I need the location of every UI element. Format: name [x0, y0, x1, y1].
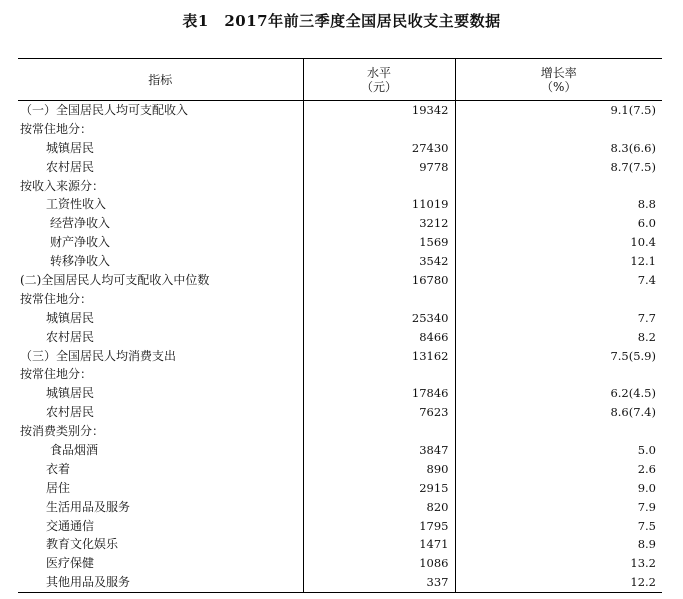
- table-body: [18, 101, 662, 592]
- row-label: 居住: [46, 480, 71, 495]
- row-label: 按常住地分：: [20, 291, 93, 306]
- row-label: 按消费类别分：: [20, 424, 105, 439]
- row-label: 城镇居民: [46, 310, 95, 325]
- table-row: [18, 157, 662, 176]
- row-growth-value: 7.5: [455, 516, 662, 535]
- row-growth-value: [455, 422, 662, 441]
- row-growth-value: 5.0: [455, 441, 662, 460]
- row-label: 食品烟酒: [50, 442, 99, 457]
- row-level-value: 16780: [303, 271, 455, 290]
- row-level-value: 1795: [303, 516, 455, 535]
- row-level-value: 3212: [303, 214, 455, 233]
- row-level-value: [303, 365, 455, 384]
- data-table: [18, 58, 662, 592]
- table-row: [18, 441, 662, 460]
- row-level-value: 820: [303, 497, 455, 516]
- table-row: [18, 233, 662, 252]
- row-growth-value: 7.7: [455, 308, 662, 327]
- table-row: [18, 308, 662, 327]
- row-growth-value: 8.6(7.4): [455, 403, 662, 422]
- row-level-value: 2915: [303, 478, 455, 497]
- table-row: [18, 101, 662, 120]
- row-level-value: 9778: [303, 157, 455, 176]
- row-level-value: 1471: [303, 535, 455, 554]
- row-label: 农村居民: [46, 159, 95, 174]
- row-level-value: [303, 176, 455, 195]
- table-row: [18, 384, 662, 403]
- table-row: [18, 554, 662, 573]
- row-growth-value: 7.9: [455, 497, 662, 516]
- row-growth-value: [455, 289, 662, 308]
- row-growth-value: 12.2: [455, 573, 662, 592]
- table-title: 表1 2017年前三季度全国居民收支主要数据: [182, 12, 501, 30]
- row-growth-value: 6.0: [455, 214, 662, 233]
- row-level-value: [303, 422, 455, 441]
- row-level-value: [303, 119, 455, 138]
- row-growth-value: 8.9: [455, 535, 662, 554]
- table-header: [18, 59, 662, 101]
- row-level-value: [303, 289, 455, 308]
- table-row: [18, 497, 662, 516]
- row-label: 财产净收入: [50, 235, 111, 250]
- table-row: [18, 176, 662, 195]
- row-growth-value: 9.1(7.5): [455, 101, 662, 120]
- row-label: 按常住地分：: [20, 121, 93, 136]
- row-label: 按收入来源分：: [20, 178, 105, 193]
- row-growth-value: 9.0: [455, 478, 662, 497]
- row-growth-value: 7.4: [455, 271, 662, 290]
- row-label: 按常住地分：: [20, 367, 93, 382]
- header-indicator: [18, 59, 303, 101]
- table-row: [18, 478, 662, 497]
- row-level-value: 3542: [303, 252, 455, 271]
- table-row: [18, 535, 662, 554]
- table-row: [18, 138, 662, 157]
- table-row: [18, 403, 662, 422]
- row-growth-value: [455, 365, 662, 384]
- row-label: （一）全国居民人均可支配收入: [20, 103, 189, 118]
- row-label: 经营净收入: [50, 216, 111, 231]
- header-row: [18, 59, 662, 101]
- row-level-value: 17846: [303, 384, 455, 403]
- row-label: 生活用品及服务: [46, 499, 131, 514]
- row-level-value: 19342: [303, 101, 455, 120]
- table-row: [18, 271, 662, 290]
- header-level-unit: （元）: [360, 79, 397, 94]
- row-growth-value: [455, 176, 662, 195]
- table-row: [18, 119, 662, 138]
- row-label: 转移净收入: [50, 254, 111, 269]
- table-row: [18, 214, 662, 233]
- row-label: （三）全国居民人均消费支出: [20, 348, 177, 363]
- row-level-value: 25340: [303, 308, 455, 327]
- row-growth-value: 13.2: [455, 554, 662, 573]
- table-row: [18, 422, 662, 441]
- row-label: 医疗保健: [46, 556, 95, 571]
- header-growth-label: 增长率: [540, 65, 577, 80]
- header-growth: [455, 59, 662, 101]
- table-row: [18, 516, 662, 535]
- row-level-value: 11019: [303, 195, 455, 214]
- row-growth-value: 8.7(7.5): [455, 157, 662, 176]
- table-row: [18, 195, 662, 214]
- table-row: [18, 289, 662, 308]
- row-growth-value: 8.3(6.6): [455, 138, 662, 157]
- row-level-value: 27430: [303, 138, 455, 157]
- row-label: 衣着: [46, 461, 71, 476]
- row-label: 交通通信: [46, 518, 95, 533]
- row-label: 教育文化娱乐: [46, 537, 119, 552]
- header-level-label: 水平: [366, 65, 391, 80]
- row-growth-value: 6.2(4.5): [455, 384, 662, 403]
- row-growth-value: 10.4: [455, 233, 662, 252]
- row-label: 农村居民: [46, 405, 95, 420]
- row-label: 工资性收入: [46, 197, 107, 212]
- row-label: 其他用品及服务: [46, 575, 131, 590]
- header-indicator-label: 指标: [148, 72, 173, 87]
- row-growth-value: 8.8: [455, 195, 662, 214]
- row-level-value: 337: [303, 573, 455, 592]
- row-growth-value: 2.6: [455, 459, 662, 478]
- row-growth-value: 7.5(5.9): [455, 346, 662, 365]
- table-row: [18, 365, 662, 384]
- row-level-value: 890: [303, 459, 455, 478]
- row-label: 城镇居民: [46, 386, 95, 401]
- table-row: [18, 573, 662, 592]
- row-level-value: 3847: [303, 441, 455, 460]
- row-label: (二)全国居民人均可支配收入中位数: [20, 272, 210, 287]
- table-row: [18, 459, 662, 478]
- table-row: [18, 252, 662, 271]
- row-level-value: 13162: [303, 346, 455, 365]
- row-label: 城镇居民: [46, 140, 95, 155]
- row-growth-value: 8.2: [455, 327, 662, 346]
- row-label: 农村居民: [46, 329, 95, 344]
- row-level-value: 1086: [303, 554, 455, 573]
- table-row: [18, 346, 662, 365]
- row-level-value: 1569: [303, 233, 455, 252]
- row-level-value: 7623: [303, 403, 455, 422]
- header-level: [303, 59, 455, 101]
- table-row: [18, 327, 662, 346]
- row-level-value: 8466: [303, 327, 455, 346]
- row-growth-value: 12.1: [455, 252, 662, 271]
- header-growth-unit: （%）: [541, 79, 577, 94]
- row-growth-value: [455, 119, 662, 138]
